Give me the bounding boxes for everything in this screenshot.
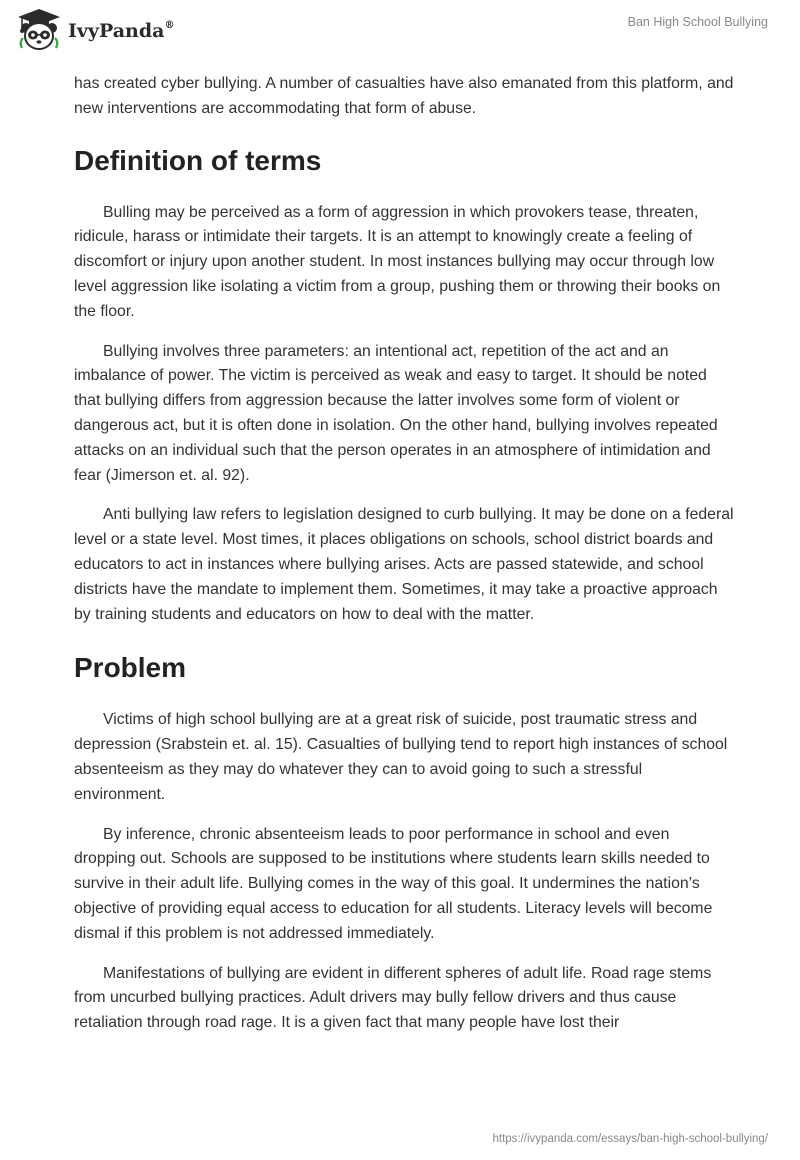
section-heading-definition-of-terms: Definition of terms [74, 144, 322, 176]
registered-mark: ® [164, 19, 175, 31]
paragraph: Victims of high school bullying are at a great risk of suicide, post traumatic stress and depression (Srabstein et. al. 15). Casualties of bullying tend to report high instances of school absenteeism as they may do whatever they can to avoid going to such a stressful environment. [74, 711, 728, 803]
paragraph: Manifestations of bullying are evident in different spheres of adult life. Road rage stems from uncurbed bullying practices. Adult drivers may bully fellow drivers and thus cause retaliation through road rage. It is a given fact that many people have lost their [74, 964, 712, 1032]
document-title: Ban High School Bullying [627, 15, 768, 29]
source-url-link[interactable]: https://ivypanda.com/essays/ban-high-school-bullying/ [492, 1133, 768, 1145]
paragraph: Anti bullying law refers to legislation designed to curb bullying. It may be done on a federal level or a state level. Most times, it places obligations on schools, school district boards and educators to act in instances where bullying arises. Acts are passed statewide, and school districts have the mandate to implement them. Sometimes, it may take a proactive approach by training students and educators on how to deal with the matter. [74, 506, 734, 623]
ivypanda-logo[interactable] [14, 8, 174, 52]
paragraph: By inference, chronic absenteeism leads to poor performance in school and even dropping out. Schools are supposed to be institutions where students learn skills needed to survive in their adult life. Bullying comes in the way of this goal. It undermines the nation’s objective of providing equal access to education for all students. Literacy levels will become dismal if this problem is not addressed immediately. [74, 825, 713, 942]
panda-graduate-icon [14, 8, 64, 52]
paragraph: Bullying involves three parameters: an intentional act, repetition of the act and an imbalance of power. The victim is perceived as weak and easy to target. It should be noted that bullying differs from aggression because the latter involves some form of violent or dangerous act, but it is often done in isolation. On the other hand, bullying involves repeated attacks on an individual such that the person operates in an atmosphere of intimidation and fear (Jimerson et. al. 92). [74, 342, 718, 484]
paragraph: Bulling may be perceived as a form of aggression in which provokers tease, threaten, ridicule, harass or intimidate their targets. It is an attempt to knowingly create a feeling of discomfort or injury upon another student. In most instances bullying may occur through low level aggression like isolating a victim from a group, pushing them or throwing their books on the floor. [74, 203, 721, 320]
intro-paragraph: has created cyber bullying. A number of casualties have also emanated from this platform, and new interventions are accommodating that form of abuse. [74, 75, 734, 117]
section-heading-problem: Problem [74, 652, 187, 684]
logo-wordmark: IvyPanda [68, 20, 165, 42]
essay-content [74, 72, 734, 1051]
page-header [0, 0, 800, 60]
